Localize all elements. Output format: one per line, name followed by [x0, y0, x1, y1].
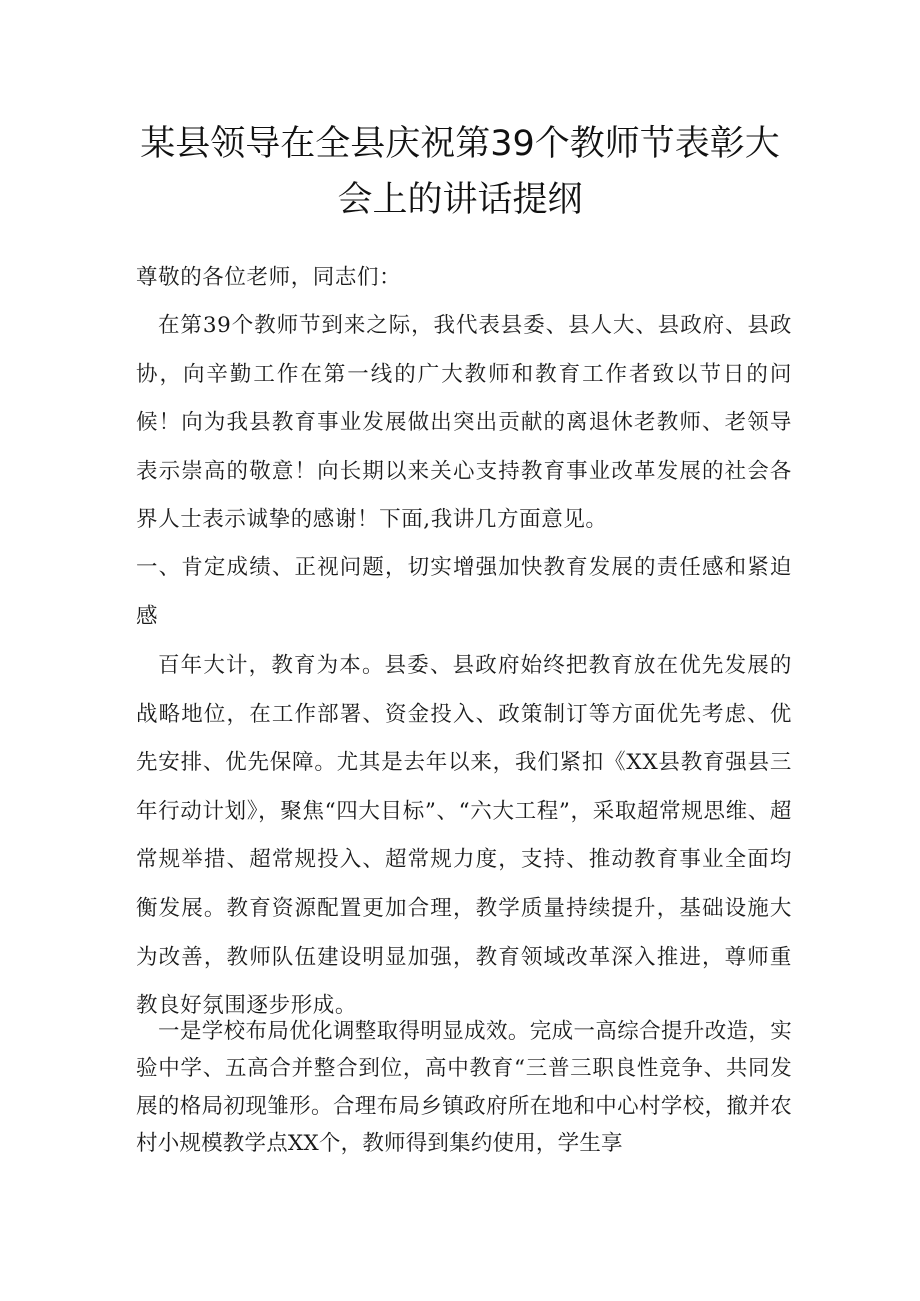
document-title-line-2: 会上的讲话提纲 — [337, 180, 583, 220]
salutation: 尊敬的各位老师，同志们： — [136, 265, 402, 290]
body-paragraph-2: 一是学校布局优化调整取得明显成效。完成一高综合提升改造，实验中学、五高合并整合到位，高中教育“三普三职良性竞争、共同发展的格局初现雏形。合理布局乡镇政府所在地和中心村学校，撤并农村小规模教学点XX个，教师得到集约使用，学生享 — [136, 1019, 792, 1157]
intro-paragraph: 在第39个教师节到来之际，我代表县委、县人大、县政府、县政协，向辛勤工作在第一线的广大教师和教育工作者致以节日的问候！向为我县教育事业发展做出突出贡献的离退休老教师、老领导表示崇高的敬意！向长期以来关心支持教育事业改革发展的社会各界人士表示诚挚的感谢！下面,我讲几方面意见。 — [136, 313, 792, 533]
section-heading-1: 一、肯定成绩、正视问题，切实增强加快教育发展的责任感和紧迫感 — [136, 555, 792, 629]
document-title-line-1: 某县领导在全县庆祝第39个教师节表彰大 — [140, 124, 780, 164]
body-paragraph-1: 百年大计，教育为本。县委、县政府始终把教育放在优先发展的战略地位，在工作部署、资金投入、政策制订等方面优先考虑、优先安排、优先保障。尤其是去年以来，我们紧扣《XX县教育强县三年行动计划》，聚焦“四大目标”、“六大工程”，采取超常规思维、超常规举措、超常规投入、超常规力度，支持、推动教育事业全面均衡发展。教育资源配置更加合理，教学质量持续提升，基础设施大为改善，教师队伍建设明显加强，教育领域改革深入推进，尊师重教良好氛围逐步形成。 — [136, 653, 792, 1019]
